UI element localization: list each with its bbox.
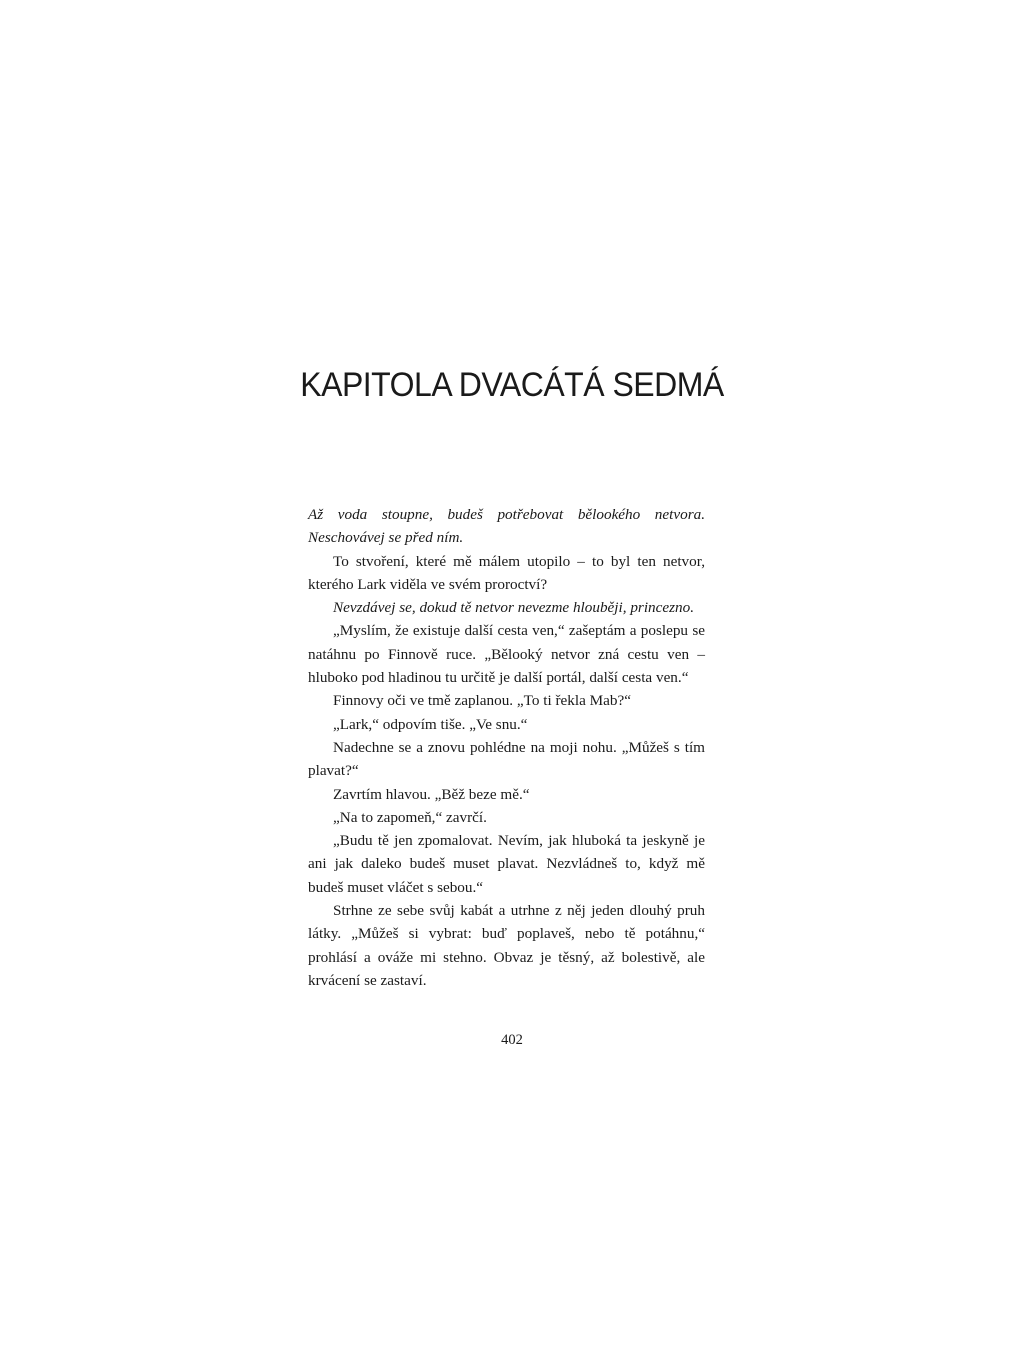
chapter-title: KAPITOLA DVACÁTÁ SEDMÁ: [300, 364, 724, 404]
paragraph-5: Finnovy oči ve tmě zaplanou. „To ti řekla Mab?“: [333, 692, 631, 710]
paragraph-8: Zavrtím hlavou. „Běž beze mě.“: [333, 785, 530, 803]
paragraph-10: „Budu tě jen zpomalovat. Nevím, jak hluboká ta jeskyně je ani jak daleko budeš muset plavat. Nezvládneš to, když mě budeš muset vláčet s sebou.“: [308, 832, 705, 896]
paragraph-4: „Myslím, že existuje další cesta ven,“ zašeptám a poslepu se natáhnu po Finnově ruce. „Bělooký netvor zná cestu ven – hluboko pod hladinou tu určitě je další portál, další cesta ven.“: [308, 622, 705, 687]
body-text: [308, 503, 705, 992]
paragraph-1: Až voda stoupne, budeš potřebovat bělookého netvora. Neschovávej se před ním.: [308, 506, 705, 547]
page-number: 402: [501, 1032, 523, 1048]
paragraph-3: Nevzdávej se, dokud tě netvor nevezme hlouběji, princezno.: [333, 599, 695, 617]
paragraph-2: To stvoření, které mě málem utopilo – to byl ten netvor, kterého Lark viděla ve svém proroctví?: [308, 552, 705, 593]
paragraph-9: „Na to zapomeň,“ zavrčí.: [333, 808, 487, 826]
paragraph-7: Nadechne se a znovu pohlédne na moji nohu. „Můžeš s tím plavat?“: [308, 738, 705, 780]
paragraph-11: Strhne ze sebe svůj kabát a utrhne z něj jeden dlouhý pruh látky. „Můžeš si vybrat: buď poplaveš, nebo tě potáhnu,“ prohlásí a ováže mi stehno. Obvaz je těsný, až bolestivě, ale krvácení se zastaví.: [308, 902, 705, 989]
paragraph-6: „Lark,“ odpovím tiše. „Ve snu.“: [333, 715, 528, 733]
